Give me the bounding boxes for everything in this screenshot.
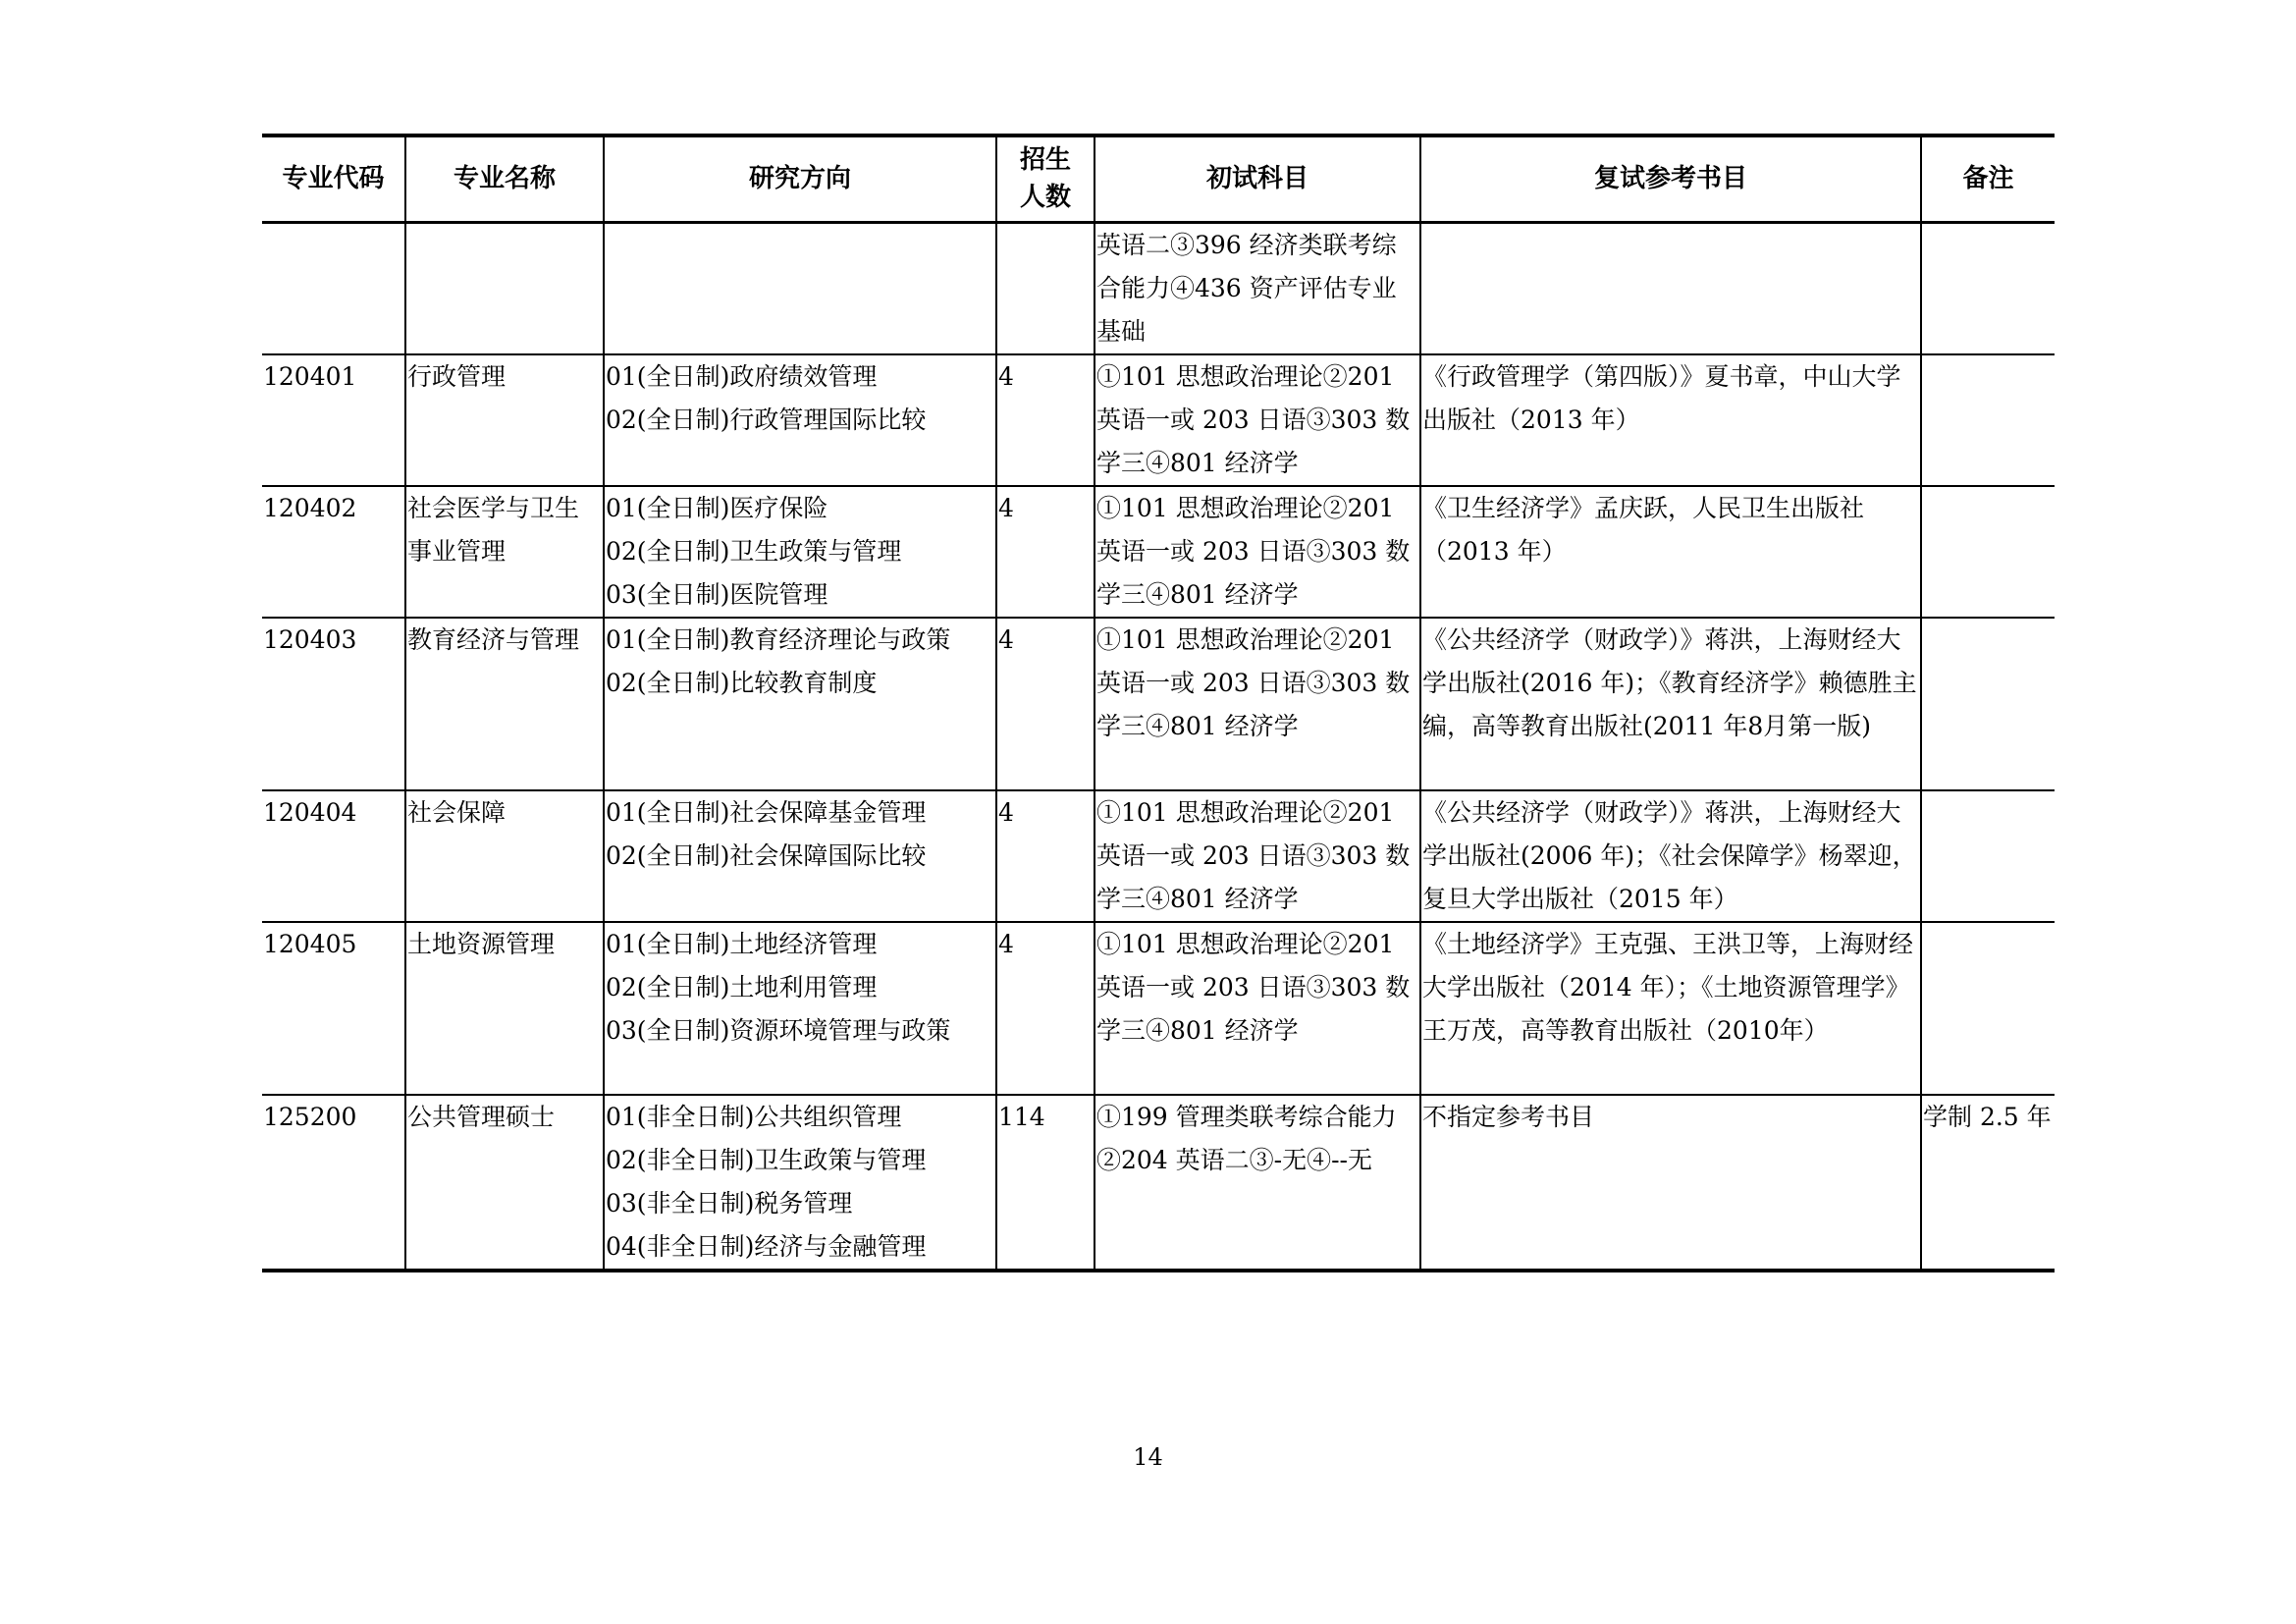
notes-cell: [1921, 354, 2055, 486]
page-number: 14: [1133, 1443, 1163, 1471]
research-direction-item: 01(全日制)土地经济管理: [606, 929, 878, 958]
research-direction-cell: [604, 1095, 996, 1271]
table-row: [262, 790, 2055, 922]
header-exam: 初试科目: [1095, 135, 1420, 222]
research-direction-item: 02(全日制)土地利用管理: [606, 972, 878, 1001]
notes-cell: 学制 2.5 年: [1921, 1095, 2055, 1271]
exam-subjects-cell: 英语二③396 经济类联考综合能力④436 资产评估专业基础: [1095, 222, 1420, 354]
notes-cell: [1921, 790, 2055, 922]
exam-subjects-cell: ①101 思想政治理论②201 英语一或 203 日语③303 数学三④801 经济学: [1095, 354, 1420, 486]
major-name-cell: 行政管理: [405, 354, 604, 486]
major-code-cell: 120404: [262, 790, 405, 922]
header-name: 专业名称: [405, 135, 604, 222]
major-name-cell: [405, 222, 604, 354]
table-header-row: [262, 135, 2055, 222]
research-direction-item: 03(非全日制)税务管理: [606, 1188, 853, 1218]
reference-books-cell: 《公共经济学（财政学）》蒋洪，上海财经大学出版社(2016 年)；《教育经济学》赖德胜主编，高等教育出版社(2011 年8月第一版): [1420, 618, 1921, 790]
table-row: [262, 354, 2055, 486]
major-name-cell: 土地资源管理: [405, 922, 604, 1095]
table-body: [262, 222, 2055, 1271]
reference-books-cell: [1420, 222, 1921, 354]
enrollment-table: [262, 134, 2055, 1272]
major-name-cell: 社会医学与卫生事业管理: [405, 486, 604, 618]
major-code-cell: [262, 222, 405, 354]
research-direction-item: 02(非全日制)卫生政策与管理: [606, 1145, 927, 1174]
notes-cell: [1921, 618, 2055, 790]
research-direction-cell: [604, 486, 996, 618]
quota-cell: 114: [996, 1095, 1095, 1271]
research-direction-item: 02(全日制)行政管理国际比较: [606, 405, 927, 434]
exam-subjects-cell: ①199 管理类联考综合能力②204 英语二③-无④--无: [1095, 1095, 1420, 1271]
major-name-cell: 教育经济与管理: [405, 618, 604, 790]
table-row: [262, 1095, 2055, 1271]
table-row: [262, 618, 2055, 790]
exam-subjects-cell: ①101 思想政治理论②201 英语一或 203 日语③303 数学三④801 经济学: [1095, 790, 1420, 922]
research-direction-item: 01(全日制)政府绩效管理: [606, 361, 878, 391]
reference-books-cell: 不指定参考书目: [1420, 1095, 1921, 1271]
research-direction-item: 01(全日制)社会保障基金管理: [606, 797, 927, 827]
research-direction-item: 04(非全日制)经济与金融管理: [606, 1231, 927, 1261]
research-direction-item: 02(全日制)卫生政策与管理: [606, 536, 902, 566]
major-code-cell: 120403: [262, 618, 405, 790]
quota-cell: 4: [996, 618, 1095, 790]
reference-books-cell: 《土地经济学》王克强、王洪卫等，上海财经大学出版社（2014 年）；《土地资源管理学》王万茂，高等教育出版社（2010年）: [1420, 922, 1921, 1095]
reference-books-cell: 《行政管理学（第四版）》夏书章，中山大学出版社（2013 年）: [1420, 354, 1921, 486]
quota-cell: 4: [996, 790, 1095, 922]
major-name-cell: 社会保障: [405, 790, 604, 922]
research-direction-item: 02(全日制)社会保障国际比较: [606, 840, 927, 870]
header-code: 专业代码: [262, 135, 405, 222]
major-code-cell: 120405: [262, 922, 405, 1095]
notes-cell: [1921, 486, 2055, 618]
header-quota-line2: 人数: [1019, 183, 1071, 213]
research-direction-item: 03(全日制)资源环境管理与政策: [606, 1015, 951, 1045]
research-direction-cell: [604, 222, 996, 354]
header-quota: [996, 135, 1095, 222]
exam-subjects-cell: ①101 思想政治理论②201 英语一或 203 日语③303 数学三④801 经济学: [1095, 618, 1420, 790]
research-direction-item: 01(全日制)教育经济理论与政策: [606, 624, 951, 654]
major-code-cell: 120401: [262, 354, 405, 486]
major-code-cell: 125200: [262, 1095, 405, 1271]
header-books: 复试参考书目: [1420, 135, 1921, 222]
research-direction-cell: [604, 618, 996, 790]
reference-books-cell: 《卫生经济学》孟庆跃，人民卫生出版社（2013 年）: [1420, 486, 1921, 618]
research-direction-item: 02(全日制)比较教育制度: [606, 668, 878, 697]
research-direction-item: 01(非全日制)公共组织管理: [606, 1102, 902, 1131]
quota-cell: [996, 222, 1095, 354]
research-direction-cell: [604, 922, 996, 1095]
major-name-cell: 公共管理硕士: [405, 1095, 604, 1271]
table-row: [262, 486, 2055, 618]
reference-books-cell: 《公共经济学（财政学）》蒋洪，上海财经大学出版社(2006 年)；《社会保障学》杨翠迎，复旦大学出版社（2015 年）: [1420, 790, 1921, 922]
notes-cell: [1921, 222, 2055, 354]
quota-cell: 4: [996, 354, 1095, 486]
research-direction-cell: [604, 790, 996, 922]
research-direction-item: 01(全日制)医疗保险: [606, 493, 828, 522]
exam-subjects-cell: ①101 思想政治理论②201 英语一或 203 日语③303 数学三④801 经济学: [1095, 922, 1420, 1095]
header-direction: 研究方向: [604, 135, 996, 222]
notes-cell: [1921, 922, 2055, 1095]
major-code-cell: 120402: [262, 486, 405, 618]
research-direction-item: 03(全日制)医院管理: [606, 579, 828, 609]
header-notes: 备注: [1921, 135, 2055, 222]
header-quota-line1: 招生: [1019, 145, 1071, 176]
exam-subjects-cell: ①101 思想政治理论②201 英语一或 203 日语③303 数学三④801 经济学: [1095, 486, 1420, 618]
research-direction-cell: [604, 354, 996, 486]
table-row: [262, 922, 2055, 1095]
table-row: [262, 222, 2055, 354]
quota-cell: 4: [996, 922, 1095, 1095]
quota-cell: 4: [996, 486, 1095, 618]
